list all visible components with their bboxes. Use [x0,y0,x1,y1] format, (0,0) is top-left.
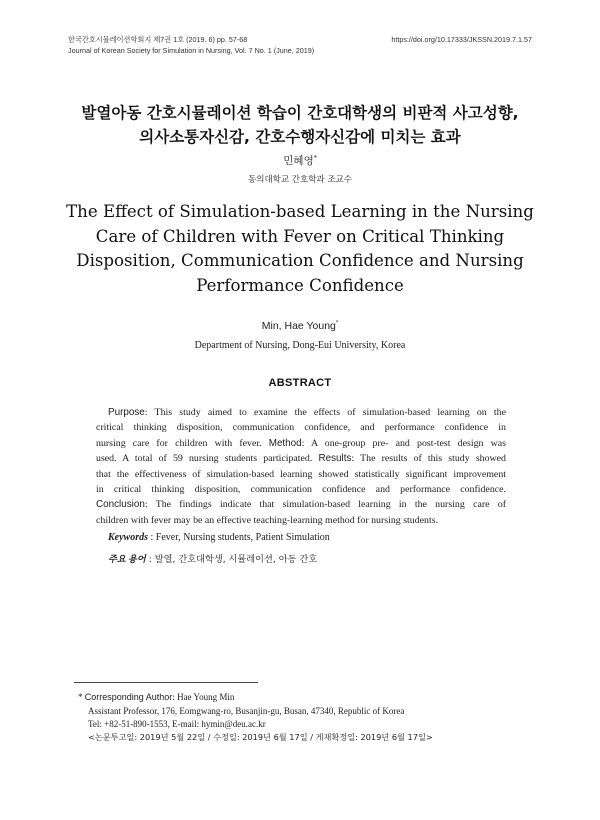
korean-author-name: 민혜영 [283,155,314,167]
footnote-corresponding [78,691,234,705]
english-title [50,200,550,298]
footnote-label: Corresponding Author [84,692,173,702]
abstract-text: : The findings indicate that simulation-based learning in the nursing care of [144,499,506,511]
keywords-value: : Fever, Nursing students, Patient Simulation [150,532,330,543]
footnote-mark: * [78,692,83,702]
keywords-korean-value: : 발열, 간호대학생, 시뮬레이션, 아동 간호 [148,554,318,565]
english-title-line: The Effect of Simulation-based Learning in the Nursing [66,202,534,221]
korean-author-mark: * [313,154,317,162]
abstract-label-method: Method [268,437,302,449]
footnote-contact: Tel: +82-51-890-1553, E-mail: hymin@deu.ac.kr [88,719,266,729]
abstract-line [96,451,506,466]
english-author-mark: * [335,320,339,327]
journal-english-citation: Journal of Korean Society for Simulation in Nursing, Vol. 7 No. 1 (June, 2019) [68,46,315,55]
abstract-line [96,436,506,451]
korean-title-line-1: 발열아동 간호시뮬레이션 학습이 간호대학생의 비판적 사고성향, [81,104,519,122]
footnote-address: Assistant Professor, 176, Eomgwang-ro, Busanjin-gu, Busan, 47340, Republic of Korea [88,706,405,716]
english-author-name: Min, Hae Young [261,320,336,332]
abstract-line [96,467,506,482]
english-title-line: Care of Children with Fever on Critical Thinking [95,226,505,246]
abstract-label-purpose: Purpose [108,407,145,418]
abstract-line [96,497,506,512]
abstract-heading: ABSTRACT [268,377,332,389]
keywords-english [108,532,330,543]
abstract-line [96,513,506,528]
abstract-text: used. A total of 59 nursing students participated. [96,453,319,465]
abstract-label-conclusion: Conclusion [96,499,145,511]
english-title-line: Performance Confidence [196,275,404,295]
keywords-korean [108,551,317,565]
abstract-text: : This study aimed to examine the effects of simulation-based learning on the [144,407,506,418]
abstract-line [96,482,506,497]
keywords-label: Keywords [108,532,148,543]
abstract-line [96,420,506,435]
footnote-name: : Hae Young Min [172,692,235,702]
abstract-text: : The results of this study showed [351,453,506,465]
korean-title-line-2: 의사소통자신감, 간호수행자신감에 미치는 효과 [139,128,461,146]
korean-affiliation: 동의대학교 간호학과 조교수 [248,175,352,185]
english-affiliation: Department of Nursing, Dong-Eui University, Korea [194,340,406,351]
abstract-text: that the effectiveness of simulation-based learning showed statistically significant improvement [96,468,506,480]
abstract-text: nursing care for children with fever. [96,437,269,449]
abstract-line [96,405,506,420]
abstract-text: : A one-group pre- and post-test design was [301,437,506,449]
abstract-text: in critical thinking disposition, communication confidence and performance confidence. [96,484,506,496]
abstract-body [96,405,506,528]
english-author [0,320,600,332]
english-title-line: Disposition, Communication Confidence and Nursing [76,251,524,270]
journal-korean-citation: 한국간호시뮬레이션학회지 제7권 1호 (2019. 6) pp. 57-68 [68,35,248,44]
footnote-dates: <논문투고일: 2019년 5월 22일 / 수정일: 2019년 6월 17일 / 게재확정일: 2019년 6월 17일> [88,732,433,742]
footnote-divider [74,682,258,683]
doi-link[interactable]: https://doi.org/10.17333/JKSSN.2019.7.1.57 [391,35,532,44]
abstract-label-results: Results [318,453,352,465]
abstract-text: critical thinking disposition, communication confidence, and performance confidence in [96,422,506,434]
keywords-korean-label: 주요 용어 [108,554,146,564]
korean-author [0,153,600,168]
abstract-text: children with fever may be an effective teaching-learning method for nursing students. [96,514,439,526]
